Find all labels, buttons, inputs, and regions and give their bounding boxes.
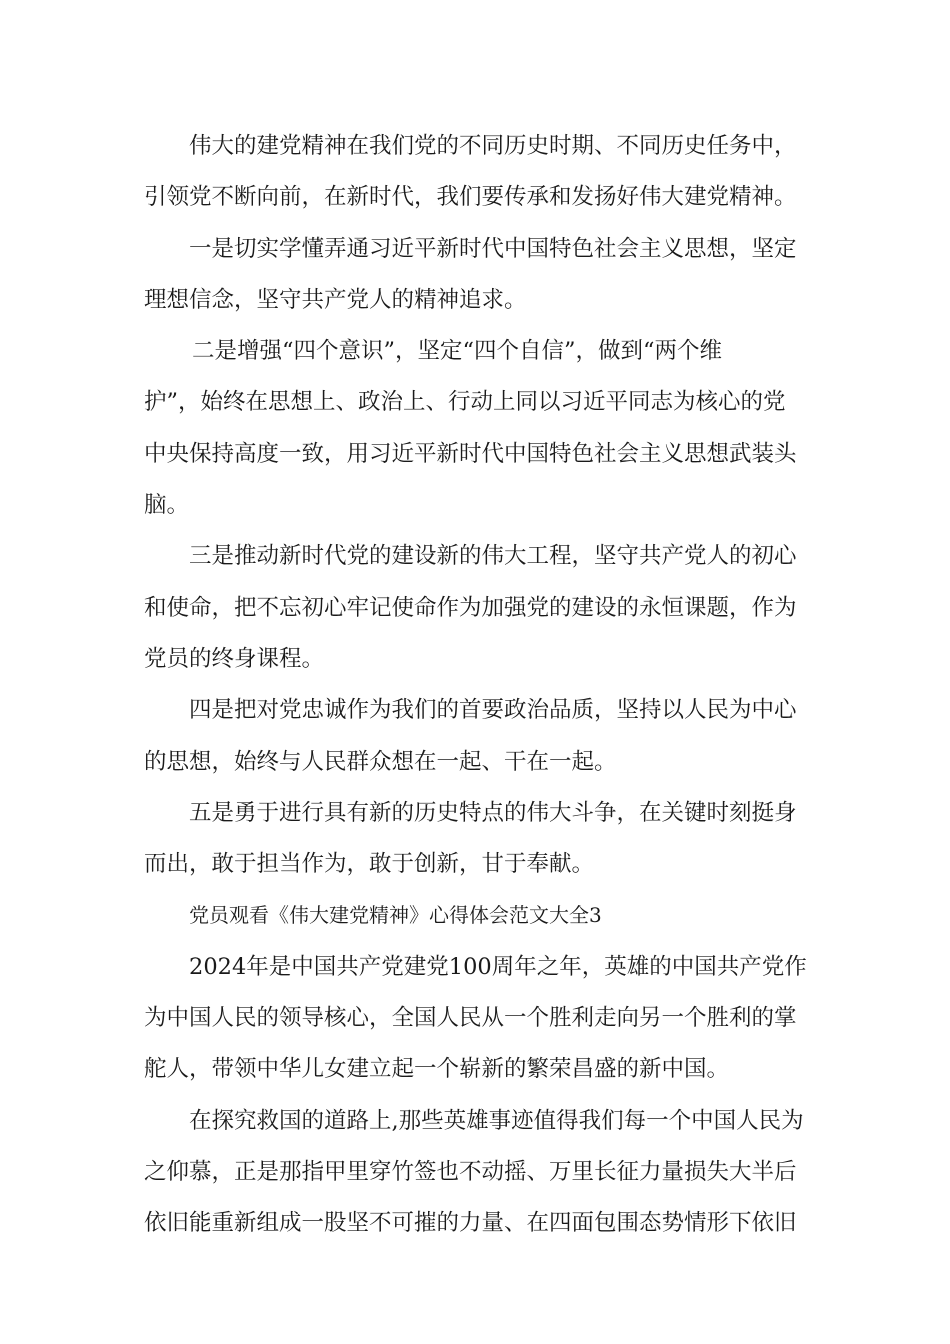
text-line: 在探究救国的道路上,那些英雄事迹值得我们每一个中国人民为 <box>189 1107 804 1134</box>
text-line: 理想信念，坚守共产党人的精神追求。 <box>144 286 527 313</box>
text-line: 引领党不断向前，在新时代，我们要传承和发扬好伟大建党精神。 <box>144 184 797 211</box>
text-line: 三是推动新时代党的建设新的伟大工程，坚守共产党人的初心 <box>189 543 797 570</box>
text-line: 而出，敢于担当作为，敢于创新，甘于奉献。 <box>144 851 595 878</box>
document-body <box>144 121 824 1250</box>
text-line: 依旧能重新组成一股坚不可摧的力量、在四面包围态势情形下依旧 <box>144 1210 797 1237</box>
text-line: 伟大的建党精神在我们党的不同历史时期、不同历史任务中， <box>189 133 797 159</box>
text-line: 四是把对党忠诚作为我们的首要政治品质，坚持以人民为中心 <box>189 697 797 724</box>
text-line: 2024年是中国共产党建党100周年之年，英雄的中国共产党作 <box>189 953 807 980</box>
text-line: 的思想，始终与人民群众想在一起、干在一起。 <box>144 748 617 775</box>
text-line: 为中国人民的领导核心，全国人民从一个胜利走向另一个胜利的掌 <box>144 1005 797 1032</box>
text-line: 脑。 <box>144 492 190 519</box>
text-line: 党员的终身课程。 <box>144 645 325 672</box>
text-line: 和使命，把不忘初心牢记使命作为加强党的建设的永恒课题，作为 <box>144 594 797 621</box>
section-heading: 党员观看《伟大建党精神》心得体会范文大全3 <box>189 903 602 928</box>
text-line: 护”，始终在思想上、政治上、行动上同以习近平同志为核心的党 <box>144 389 786 416</box>
text-line: 舵人，带领中华儿女建立起一个崭新的繁荣昌盛的新中国。 <box>144 1056 730 1083</box>
text-line: 二是增强“四个意识”，坚定“四个自信”，做到“两个维 <box>192 338 723 365</box>
text-line: 五是勇于进行具有新的历史特点的伟大斗争，在关键时刻挺身 <box>189 799 797 826</box>
text-line: 之仰慕，正是那指甲里穿竹签也不动摇、万里长征力量损失大半后 <box>144 1158 797 1185</box>
text-line: 中央保持高度一致，用习近平新时代中国特色社会主义思想武装头 <box>144 440 797 467</box>
text-line: 一是切实学懂弄通习近平新时代中国特色社会主义思想，坚定 <box>189 235 797 262</box>
